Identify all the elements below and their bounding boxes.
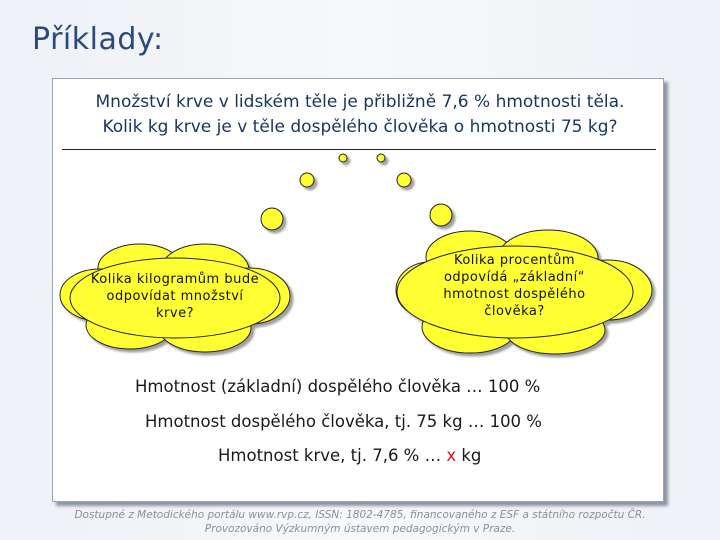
slide-title: Příklady:	[32, 22, 164, 57]
thought-bubble-6	[430, 204, 452, 226]
thought-bubble-1	[339, 154, 347, 162]
thought-bubble-4	[377, 154, 385, 162]
calc-line-1: Hmotnost (základní) dospělého člověka … 100 %	[135, 377, 541, 396]
unknown-x: x	[446, 446, 457, 465]
footer-line-1: Dostupné z Metodického portálu www.rvp.cz, ISSN: 1802-4785, financovaného z ESF a státního rozpočtu ČR.	[74, 509, 646, 521]
left-cloud-text: Kolika kilogramům bude odpovídat množství krve?	[90, 272, 260, 321]
calc-line-3-suffix: kg	[456, 446, 482, 465]
footer-credit	[40, 508, 680, 536]
thought-bubble-2	[300, 173, 314, 187]
question-line-2: Kolik kg krve je v těle dospělého člověka o hmotnosti 75 kg?	[102, 117, 618, 137]
footer-line-2: Provozováno Výzkumným ústavem pedagogickým v Praze.	[204, 523, 516, 535]
question-line-1: Množství krve v lidském těle je přibližně 7,6 % hmotnosti těla.	[95, 92, 625, 112]
calc-line-3-prefix: Hmotnost krve, tj. 7,6 % …	[218, 446, 447, 465]
thought-bubble-3	[261, 208, 283, 230]
calc-line-2: Hmotnost dospělého člověka, tj. 75 kg … 100 %	[145, 412, 542, 431]
thought-bubble-5	[397, 173, 411, 187]
right-cloud-text: Kolika procentům odpovídá „základní“ hmotnost dospělého člověka?	[443, 253, 586, 319]
calc-line-3	[218, 446, 481, 465]
